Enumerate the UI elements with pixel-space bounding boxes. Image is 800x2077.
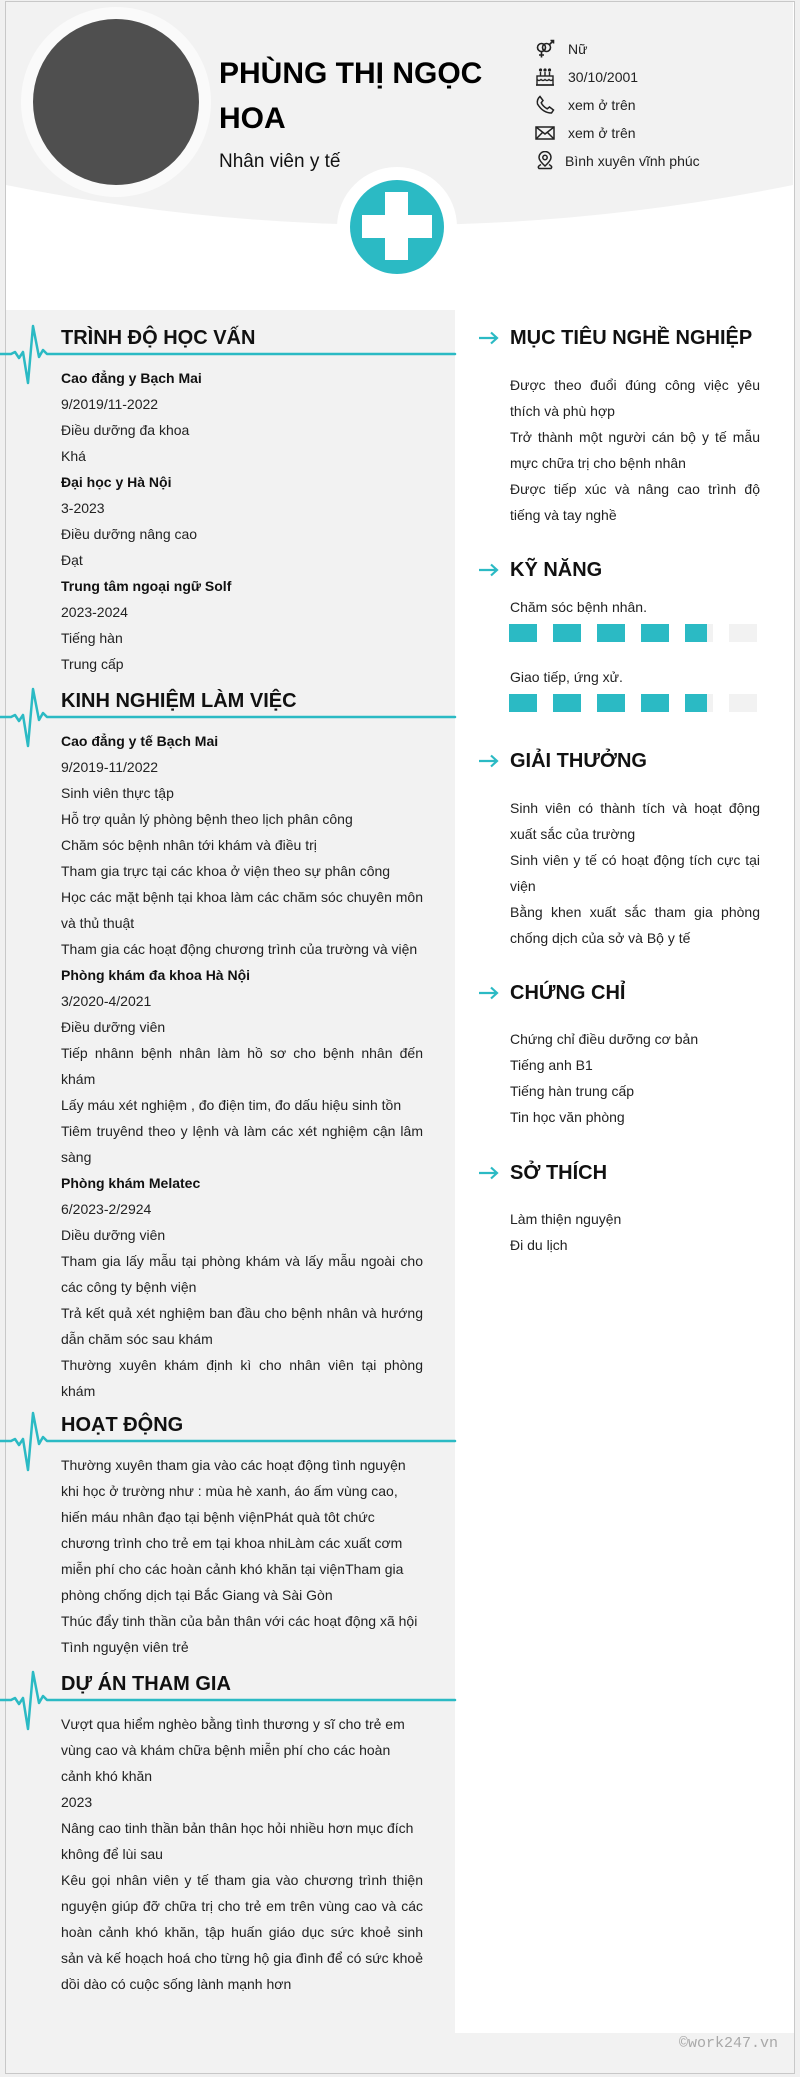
- education-major: Điều dưỡng đa khoa: [61, 422, 190, 438]
- certificate-item: Tin học văn phòng: [510, 1109, 625, 1125]
- section-title: MỤC TIÊU NGHỀ NGHIỆP: [510, 327, 753, 349]
- section-title: TRÌNH ĐỘ HỌC VẤN: [61, 327, 256, 349]
- section-experience: [0, 689, 455, 1399]
- school-name: Trung tâm ngoại ngữ Solf: [61, 578, 232, 594]
- map-pin-icon: [535, 151, 557, 171]
- job-duty: Chăm sóc bệnh nhân tới khám và điều trị: [61, 837, 317, 853]
- section-title: CHỨNG CHỈ: [510, 982, 626, 1004]
- job-period: 6/2023-2/2924: [61, 1201, 152, 1217]
- contact-info: [535, 35, 785, 175]
- envelope-icon: [535, 123, 557, 143]
- arrow-right-icon: [478, 986, 500, 1000]
- job-duty: Tham gia các hoạt động chương trình của trường và viện: [61, 941, 418, 957]
- job-period: 9/2019-11/2022: [61, 759, 159, 775]
- section-title: SỞ THÍCH: [510, 1162, 608, 1184]
- section-certificates: [455, 981, 794, 1125]
- objective-list: [510, 372, 760, 528]
- section-title: DỰ ÁN THAM GIA: [61, 1673, 231, 1695]
- job-duty: Học các mặt bệnh tại khoa làm các chăm sóc chuyên môn và thủ thuật: [61, 889, 423, 931]
- section-activities: [0, 1413, 455, 1655]
- job-duty: Tham gia trực tại các khoa ở viện theo sự phân công: [61, 863, 391, 879]
- objective-item: Được theo đuổi đúng công việc yêu thích và phù hợp: [510, 377, 760, 419]
- certificate-item: Chứng chỉ điều dưỡng cơ bản: [510, 1031, 699, 1047]
- job-duty: Tham gia lấy mẫu tại phòng khám và lấy mẫu ngoài cho các công ty bệnh viện: [61, 1253, 423, 1295]
- award-item: Sinh viên y tế có hoạt động tích cực tại viện: [510, 852, 760, 894]
- project-year: 2023: [61, 1794, 93, 1810]
- activity-item: Tình nguyện viên trẻ: [61, 1639, 189, 1655]
- awards-list: [510, 795, 760, 951]
- arrow-right-icon: [478, 563, 500, 577]
- project-item: Nâng cao tinh thần bản thân học hỏi nhiều hơn mục đích không để lùi sau: [61, 1820, 414, 1862]
- job-duty: Thường xuyên khám định kì cho nhân viên tại phòng khám: [61, 1357, 423, 1399]
- contact-gender: [535, 35, 785, 63]
- project-item: Kêu gọi nhân viên y tế tham gia vào chương trình thiện nguyện giúp đỡ chữa trị cho trẻ em trên vùng cao và các hoàn cảnh khó khăn, tập huấn giáo dục sức khoẻ sinh sản và kế hoạch hoá cho từng hộ gia đình để có sức khoẻ dồi dào có cuộc sống lành mạnh hơn: [61, 1872, 423, 1992]
- arrow-right-icon: [478, 331, 500, 345]
- certificate-item: Tiếng anh B1: [510, 1057, 593, 1073]
- job-period: 3/2020-4/2021: [61, 993, 152, 1009]
- skill-level-bar: [509, 694, 757, 712]
- section-title: GIẢI THƯỞNG: [510, 750, 647, 772]
- section-title: KỸ NĂNG: [510, 559, 603, 581]
- birthday-value: 30/10/2001: [568, 69, 639, 85]
- section-objective: [455, 326, 794, 523]
- skill-level-bar: [509, 624, 757, 642]
- certificates-list: [510, 1026, 760, 1130]
- phone-value: xem ở trên: [568, 97, 636, 113]
- candidate-name: PHÙNG THỊ NGỌC HOA: [219, 57, 483, 135]
- education-period: 2023-2024: [61, 604, 128, 620]
- hobby-item: Làm thiện nguyện: [510, 1211, 622, 1227]
- projects-list: [61, 1711, 423, 1997]
- contact-phone: [535, 91, 785, 119]
- school-name: Cao đẳng y Bạch Mai: [61, 370, 202, 386]
- objective-item: Trở thành một người cán bộ y tế mẫu mực chữa trị cho bệnh nhân: [510, 429, 760, 471]
- employer-name: Phòng khám Melatec: [61, 1175, 201, 1191]
- education-grade: Trung cấp: [61, 656, 124, 672]
- education-period: 9/2019/11-2022: [61, 396, 159, 412]
- activity-item: Thường xuyên tham gia vào các hoạt động tình nguyện khi học ở trường như : mùa hè xanh, áo ấm vùng cao, hiến máu nhân đạo tại bệnh việnPhát quà tôt chức chương trình cho trẻ em tại khoa nhiLàm các xuất cơm miễn phí cho các hoàn cảnh khó khăn tại việnTham gia phòng chống dịch tại Bắc Giang và Sài Gòn: [61, 1457, 406, 1603]
- job-position: Diều dưỡng viên: [61, 1227, 166, 1243]
- contact-address: [535, 147, 785, 175]
- job-duty: Lấy máu xét nghiệm , đo điện tim, đo dấu hiệu sinh tồn: [61, 1097, 402, 1113]
- education-grade: Khá: [61, 448, 86, 464]
- contact-birthday: [535, 63, 785, 91]
- skill-segment-gaps: [509, 694, 757, 712]
- employer-name: Cao đẳng y tế Bạch Mai: [61, 733, 219, 749]
- arrow-right-icon: [478, 1166, 500, 1180]
- job-duty: Tiếp nhânn bệnh nhân làm hồ sơ cho bệnh nhân đến khám: [61, 1045, 423, 1087]
- section-title: HOẠT ĐỘNG: [61, 1414, 184, 1436]
- job-duty: Hỗ trợ quản lý phòng bệnh theo lịch phân công: [61, 811, 353, 827]
- birthday-cake-icon: [535, 67, 557, 87]
- gender-icon: [535, 39, 557, 59]
- email-value: xem ở trên: [568, 125, 636, 141]
- section-projects: [0, 1672, 455, 1992]
- education-list: [61, 365, 423, 677]
- section-title: KINH NGHIỆM LÀM VIỆC: [61, 690, 297, 712]
- education-grade: Đạt: [61, 552, 83, 568]
- cross-horizontal-bar: [362, 215, 432, 238]
- hobby-item: Đi du lịch: [510, 1237, 568, 1253]
- job-title: Nhân viên y tế: [219, 151, 341, 172]
- arrow-right-icon: [478, 754, 500, 768]
- section-education: [0, 326, 455, 672]
- section-skills: [455, 558, 794, 718]
- objective-item: Được tiếp xúc và nâng cao trình độ tiếng và tay nghề: [510, 481, 760, 523]
- job-duty: Trả kết quả xét nghiệm ban đầu cho bệnh nhân và hướng dẫn chăm sóc sau khám: [61, 1305, 423, 1347]
- section-awards: [455, 749, 794, 946]
- gender-value: Nữ: [568, 41, 588, 57]
- award-item: Bằng khen xuất sắc tham gia phòng chống dịch của sở và Bộ y tế: [510, 904, 760, 946]
- skill-segment-gaps: [509, 624, 757, 642]
- project-item: Vượt qua hiểm nghèo bằng tình thương y sĩ cho trẻ em vùng cao và khám chữa bệnh miễn phí cho các hoàn cảnh khó khăn: [61, 1716, 405, 1784]
- certificate-item: Tiếng hàn trung cấp: [510, 1083, 635, 1099]
- hobbies-list: [510, 1206, 760, 1258]
- award-item: Sinh viên có thành tích và hoạt động xuất sắc của trường: [510, 800, 760, 842]
- activities-list: [61, 1452, 423, 1660]
- education-period: 3-2023: [61, 500, 105, 516]
- avatar: [33, 19, 199, 185]
- job-duty: Tiêm truyênd theo y lệnh và làm các xét nghiệm cận lâm sàng: [61, 1123, 423, 1165]
- phone-icon: [535, 95, 557, 115]
- education-major: Tiếng hàn: [61, 630, 123, 646]
- job-position: Sinh viên thực tập: [61, 785, 174, 801]
- education-major: Điều dưỡng nâng cao: [61, 526, 198, 542]
- address-value: Bình xuyên vĩnh phúc: [565, 153, 700, 169]
- activity-item: Thúc đẩy tinh thần của bản thân với các hoạt động xã hội: [61, 1613, 418, 1629]
- experience-list: [61, 728, 423, 1404]
- contact-email: [535, 119, 785, 147]
- job-position: Điều dưỡng viên: [61, 1019, 166, 1035]
- section-hobbies: [455, 1161, 794, 1253]
- watermark: ©work247.vn: [678, 2035, 778, 2052]
- employer-name: Phòng khám đa khoa Hà Nội: [61, 967, 251, 983]
- skill-name: Chăm sóc bệnh nhân.: [510, 599, 647, 615]
- skill-name: Giao tiếp, ứng xử.: [510, 669, 623, 685]
- school-name: Đại học y Hà Nội: [61, 474, 172, 490]
